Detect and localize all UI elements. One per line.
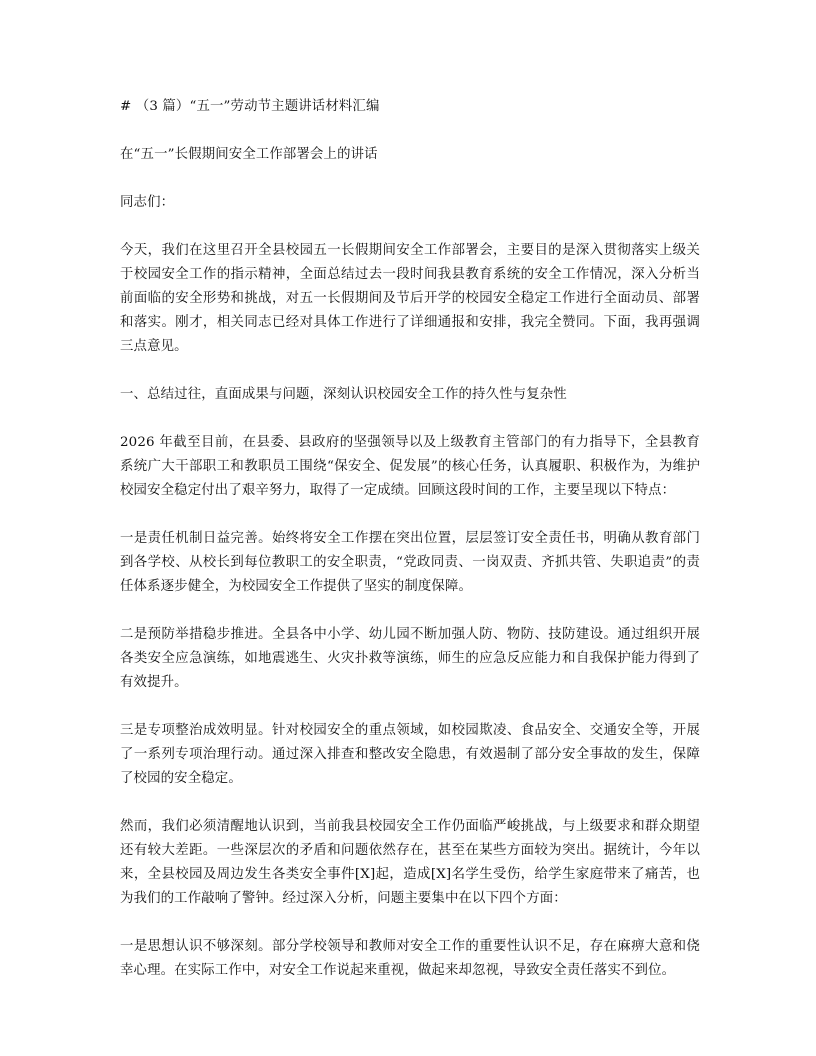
paragraph-problem-1: 一是思想认识不够深刻。部分学校领导和教师对安全工作的重要性认识不足，存在麻痹大意和侥幸心理。在实际工作中，对安全工作说起来重视，做起来却忽视，导致安全责任落实不到位。 (120, 939, 700, 978)
paragraph-intro: 今天，我们在这里召开全县校园五一长假期间安全工作部署会，主要目的是深入贯彻落实上级关于校园安全工作的指示精神，全面总结过去一段时间我县教育系统的安全工作情况，深入分析当前面临的安全形势和挑战，对五一长假期间及节后开学的校园安全稳定工作进行全面动员、部署和落实。刚才，相关同志已经对具体工作进行了详细通报和安排，我完全赞同。下面，我再强调三点意见。 (120, 243, 700, 354)
paragraph-point-2: 二是预防举措稳步推进。全县各中小学、幼儿园不断加强人防、物防、技防建设。通过组织开展各类安全应急演练，如地震逃生、火灾扑救等演练，师生的应急反应能力和自我保护能力得到了有效提升。 (120, 627, 700, 690)
speech-title: 在“五一”长假期间安全工作部署会上的讲话 (120, 147, 378, 162)
paragraph-challenges: 然而，我们必须清醒地认识到，当前我县校园安全工作仍面临严峻挑战，与上级要求和群众期望还有较大差距。一些深层次的矛盾和问题依然存在，甚至在某些方面较为突出。据统计，今年以来，全县校园及周边发生各类安全事件[X]起，造成[X]名学生受伤，给学生家庭带来了痛苦，也为我们的工作敲响了警钟。经过深入分析，问题主要集中在以下四个方面： (120, 819, 700, 906)
paragraph-summary: 2026 年截至目前，在县委、县政府的坚强领导以及上级教育主管部门的有力指导下，全县教育系统广大干部职工和教职员工围绕“保安全、促发展”的核心任务，认真履职、积极作为，为维护校园安全稳定付出了艰辛努力，取得了一定成绩。回顾这段时间的工作，主要呈现以下特点： (120, 435, 700, 498)
greeting: 同志们： (120, 195, 175, 210)
paragraph-point-3: 三是专项整治成效明显。针对校园安全的重点领域，如校园欺凌、食品安全、交通安全等，开展了一系列专项治理行动。通过深入排查和整改安全隐患，有效遏制了部分安全事故的发生，保障了校园的安全稳定。 (120, 723, 700, 786)
document-page (120, 95, 700, 1007)
paragraph-point-1: 一是责任机制日益完善。始终将安全工作摆在突出位置，层层签订安全责任书，明确从教育部门到各学校、从校长到每位教职工的安全职责，“党政同责、一岗双责、齐抓共管、失职追责”的责任体系逐步健全，为校园安全工作提供了坚实的制度保障。 (120, 531, 700, 594)
section-heading-1: 一、总结过往，直面成果与问题，深刻认识校园安全工作的持久性与复杂性 (120, 387, 567, 402)
document-title: # （3 篇）“五一”劳动节主题讲话材料汇编 (120, 99, 380, 114)
